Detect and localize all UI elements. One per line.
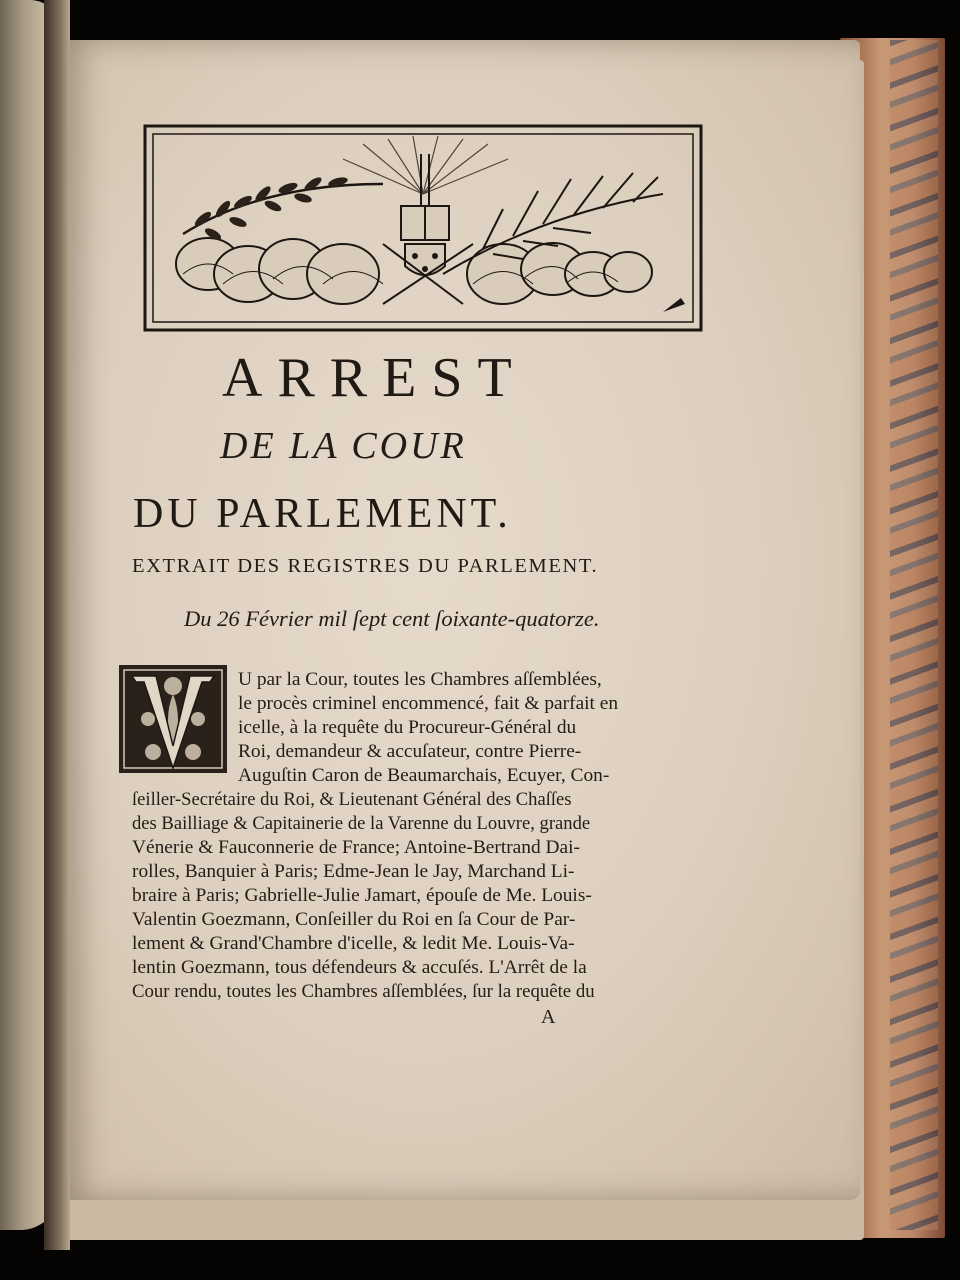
body-line: lentin Goezmann, tous défendeurs & accuſés. L'Arrêt de la	[132, 957, 587, 978]
dropcap-v-ornament	[118, 664, 228, 774]
body-line: Auguſtin Caron de Beaumarchais, Ecuyer, Con-	[238, 765, 610, 786]
body-line: U par la Cour, toutes les Chambres aſſemblées,	[238, 669, 602, 690]
body-line: icelle, à la requête du Procureur-Général du	[238, 717, 577, 738]
signature-mark: A	[541, 1006, 556, 1028]
document-title: ARREST	[222, 347, 527, 409]
body-line: ſeiller-Secrétaire du Roi, & Lieutenant Général des Chaſſes	[132, 789, 572, 810]
body-line: lement & Grand'Chambre d'icelle, & ledit Me. Louis-Va-	[132, 933, 575, 954]
body-line: des Bailliage & Capitainerie de la Varenne du Louvre, grande	[132, 813, 591, 834]
body-line: Cour rendu, toutes les Chambres aſſemblées, ſur la requête du	[132, 981, 595, 1002]
headpiece-ornament	[143, 124, 703, 332]
extract-heading: EXTRAIT DES REGISTRES DU PARLEMENT.	[132, 555, 599, 577]
body-line: Vénerie & Fauconnerie de France; Antoine-Bertrand Dai-	[132, 837, 580, 858]
book-gutter	[44, 0, 70, 1250]
body-line: Valentin Goezmann, Conſeiller du Roi en ſa Cour de Par-	[132, 909, 576, 930]
body-line: braire à Paris; Gabrielle-Julie Jamart, épouſe de Me. Louis-	[132, 885, 592, 906]
body-line: le procès criminel encommencé, fait & parfait en	[238, 693, 619, 714]
body-line: rolles, Banquier à Paris; Edme-Jean le Jay, Marchand Li-	[132, 861, 575, 882]
document-subtitle-court: DE LA COUR	[220, 425, 467, 467]
body-line: Roi, demandeur & accuſateur, contre Pierre-	[238, 741, 582, 762]
marbled-cover-paper	[890, 40, 938, 1230]
document-subtitle-parlement: DU PARLEMENT.	[133, 491, 512, 537]
date-line: Du 26 Février mil ſept cent ſoixante-quatorze.	[184, 606, 600, 631]
